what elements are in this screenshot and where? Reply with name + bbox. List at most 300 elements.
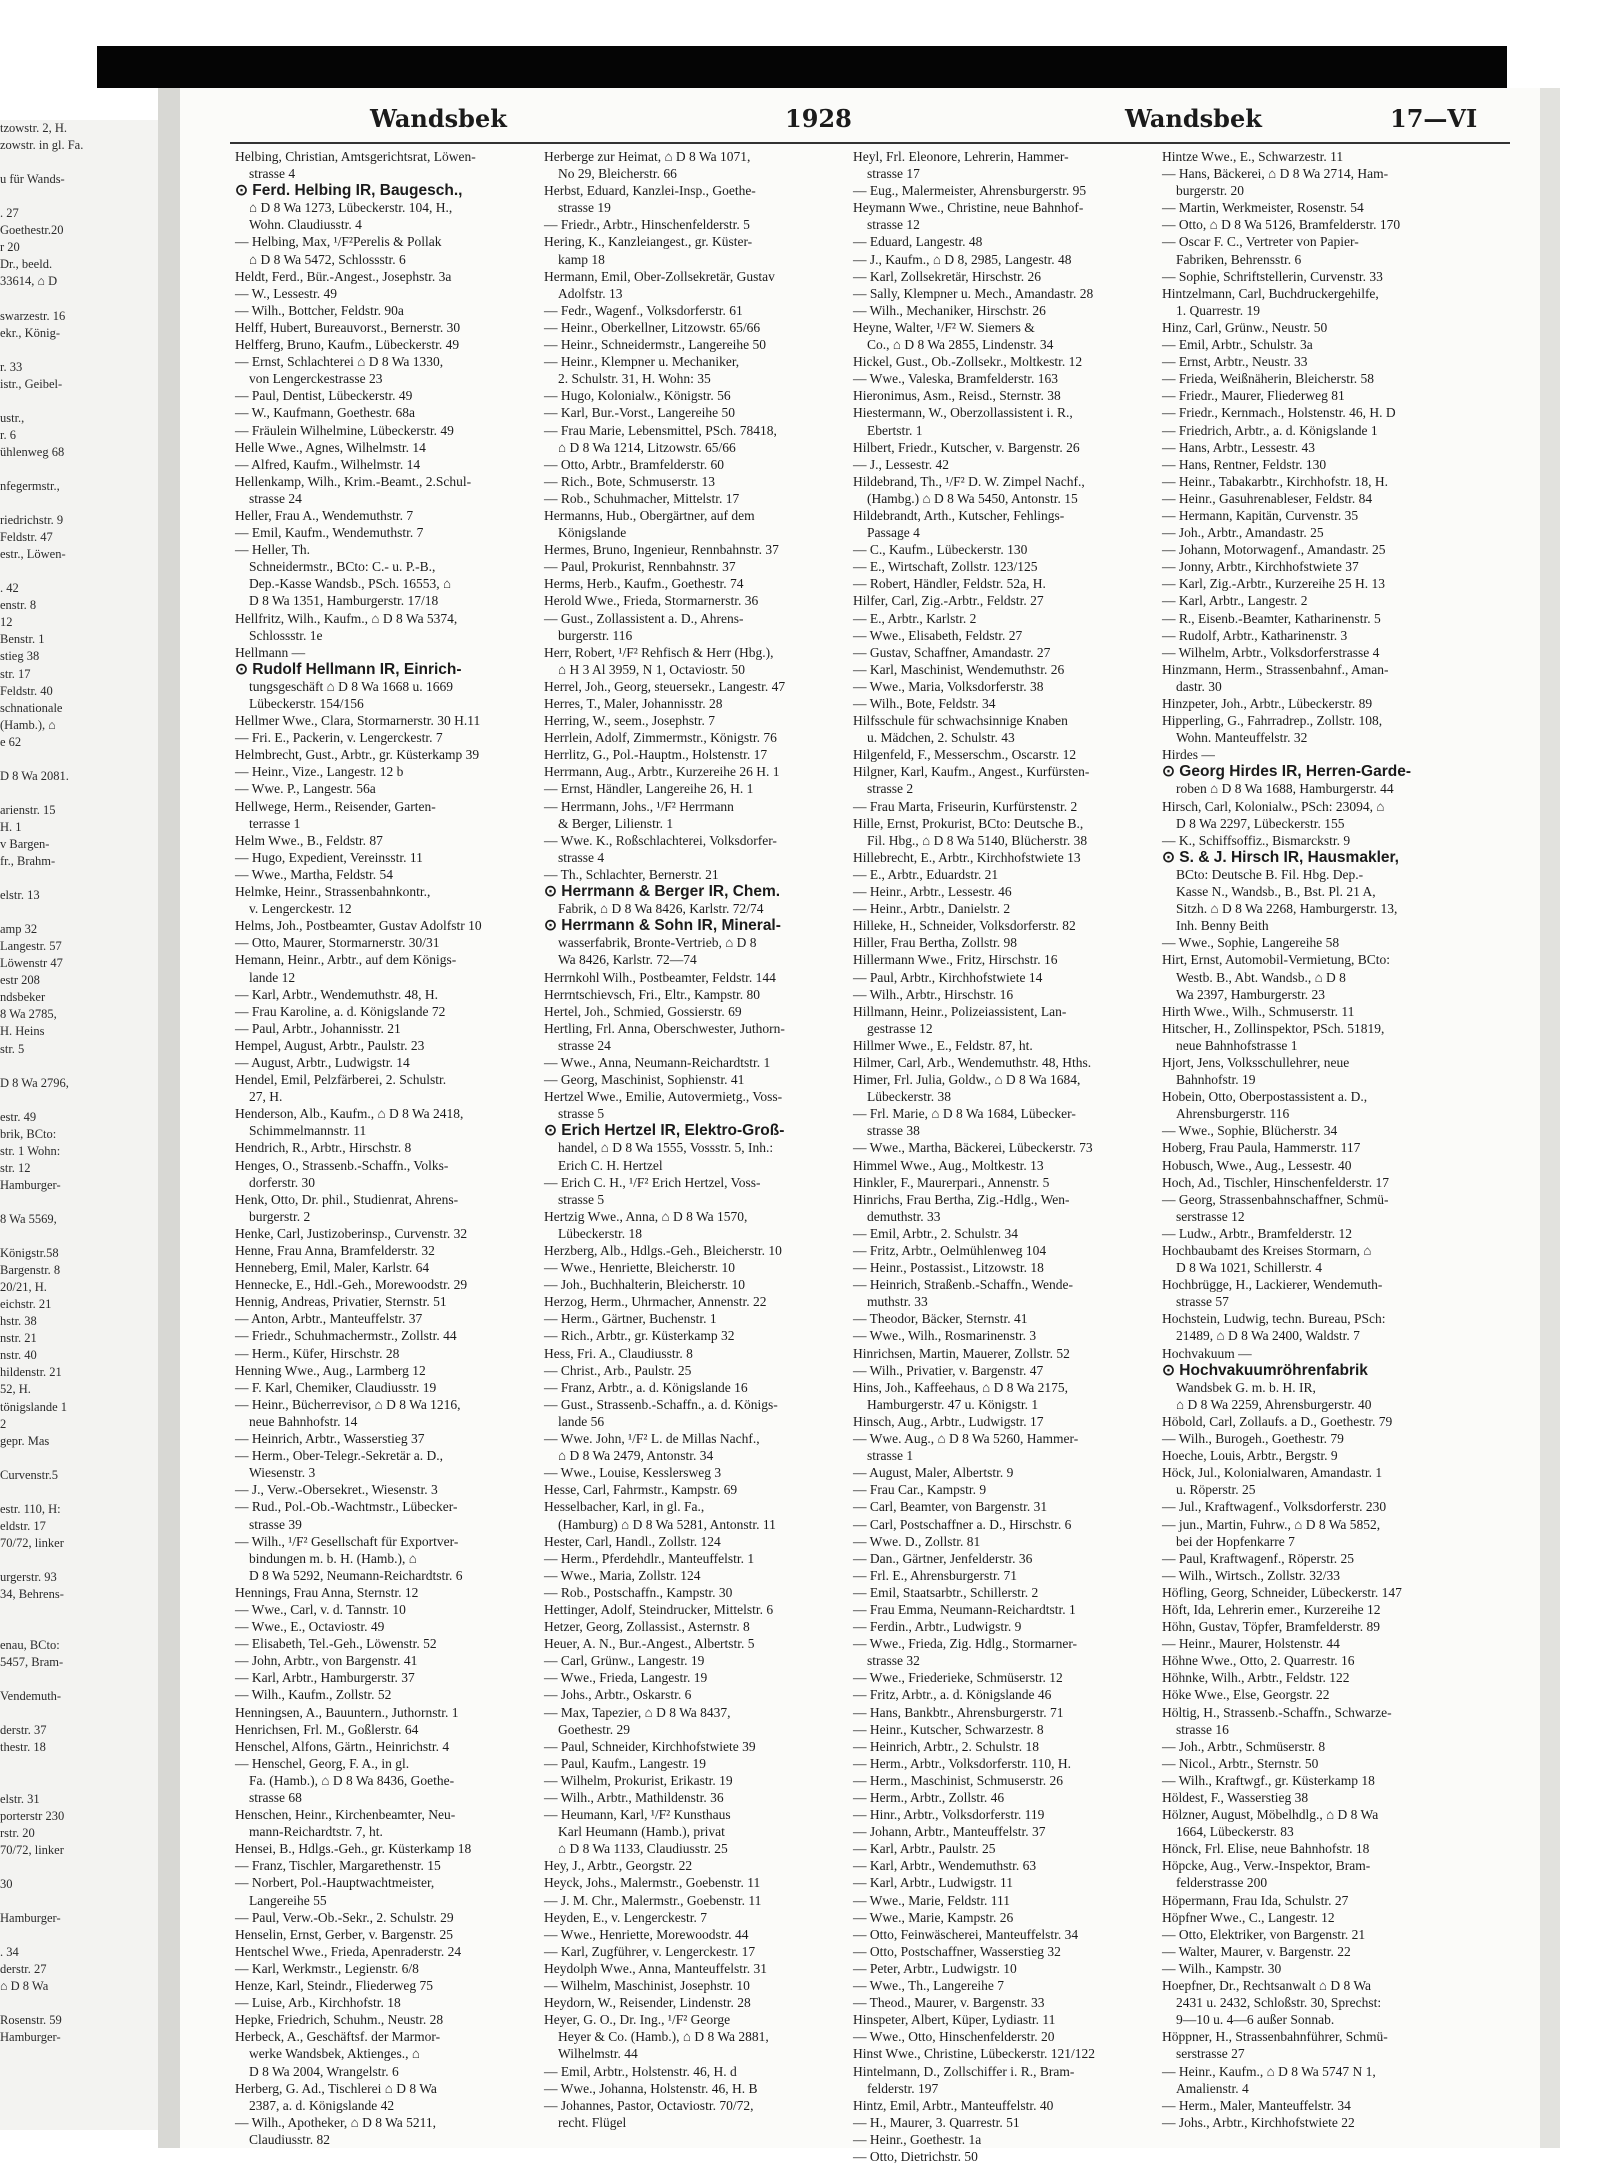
prev-page-line: Feldstr. 40 (0, 683, 53, 698)
directory-entry-line: — Sophie, Schriftstellerin, Curvenstr. 33 (1162, 268, 1383, 284)
directory-entry-line: — R., Eisenb.-Beamter, Katharinenstr. 5 (1162, 610, 1381, 626)
prev-page-line: hildenstr. 21 (0, 1365, 62, 1380)
directory-entry-line: kamp 18 (558, 251, 605, 267)
directory-entry-line: — Paul, Prokurist, Rennbahnstr. 37 (544, 559, 736, 575)
prev-page-line: enstr. 8 (0, 598, 37, 613)
directory-entry-line: Hendel, Emil, Pelzfärberei, 2. Schulstr. (235, 1072, 447, 1088)
directory-entry-line: Amalienstr. 4 (1176, 2080, 1249, 2096)
directory-entry-line: — Heinr., Bücherrevisor, ⌂ D 8 Wa 1216, (235, 1396, 461, 1412)
directory-entry-line: Dep.-Kasse Wandsb., PSch. 16553, ⌂ (249, 576, 452, 592)
directory-entry-line: — Otto, Arbtr., Bramfelderstr. 60 (544, 456, 724, 472)
directory-entry-line: — Heinrich, Arbtr., Wasserstieg 37 (235, 1431, 425, 1447)
directory-entry-line: — Sally, Klempner u. Mech., Amandastr. 28 (853, 285, 1094, 301)
directory-entry-line: — Wwe. K., Roßschlachterei, Volksdorfer- (544, 832, 777, 848)
directory-entry-line: — Heumann, Karl, ¹/F² Kunsthaus (544, 1807, 731, 1823)
directory-entry-line: Hesse, Carl, Fahrmstr., Kampstr. 69 (544, 1482, 738, 1498)
prev-page-line: ühlenweg 68 (0, 444, 65, 459)
directory-entry-line: Henning Wwe., Aug., Larmberg 12 (235, 1362, 426, 1378)
directory-entry-line: — Hans, Bäckerei, ⌂ D 8 Wa 2714, Ham- (1162, 166, 1389, 182)
directory-entry-line: Hilmer, Carl, Arb., Wendemuthstr. 48, Hths. (853, 1054, 1092, 1070)
directory-entry-line: D 8 Wa 2297, Lübeckerstr. 155 (1176, 815, 1345, 831)
directory-entry-line: Hinst Wwe., Christine, Lübeckerstr. 121/122 (853, 2046, 1095, 2062)
directory-entry-line: Höfling, Georg, Schneider, Lübeckerstr. 147 (1162, 1584, 1402, 1600)
directory-entry-line: — Carl, Grünw., Langestr. 19 (544, 1653, 705, 1669)
directory-entry-line: Königslande (558, 525, 627, 541)
directory-page (180, 88, 1540, 2164)
directory-entry-line: — Gust., Strassenb.-Schaffn., a. d. Königs- (544, 1396, 778, 1412)
directory-entry-line: — Rob., Postschaffn., Kampstr. 30 (544, 1584, 733, 1600)
directory-entry-line: — Wwe., Otto, Hinschenfelderstr. 20 (853, 2029, 1055, 2045)
directory-entry-line: Heyden, E., v. Lengerckestr. 7 (544, 1909, 707, 1925)
prev-page-line (0, 1757, 158, 1774)
directory-entry-line: — Hermann, Kapitän, Curvenstr. 35 (1162, 507, 1359, 523)
directory-entry-line: strasse 68 (249, 1790, 302, 1805)
directory-entry-line: Herring, W., seem., Josephstr. 7 (544, 713, 715, 729)
directory-entry-line: Hermann, Emil, Ober-Zollsekretär, Gustav (544, 268, 775, 284)
directory-entry-line: — Hans, Bankbtr., Ahrensburgerstr. 71 (853, 1704, 1064, 1720)
prev-page-line: str. 5 (0, 1041, 25, 1056)
directory-entry-line: — Herm., Pferdehdlr., Manteuffelstr. 1 (544, 1550, 755, 1566)
header-year: 1928 (785, 104, 852, 133)
directory-entry-line: — Fräulein Wilhelmine, Lübeckerstr. 49 (235, 422, 454, 438)
directory-entry-line: — Paul, Verw.-Ob.-Sekr., 2. Schulstr. 29 (235, 1909, 454, 1925)
directory-entry-line: Erich C. H. Hertzel (558, 1157, 663, 1173)
prev-page-line: 8 Wa 5569, (0, 1212, 57, 1226)
directory-entry-line: Lübeckerstr. 38 (867, 1089, 951, 1105)
prev-page-line (0, 1484, 158, 1501)
directory-entry-line: — Otto, Maurer, Stormarnerstr. 30/31 (235, 935, 440, 951)
directory-entry-line: Hermanns, Hub., Obergärtner, auf dem (544, 507, 755, 523)
directory-entry-line: Helfferg, Bruno, Kaufm., Lübeckerstr. 49 (235, 337, 460, 353)
directory-entry-line: — Ernst, Schlachterei ⌂ D 8 Wa 1330, (235, 354, 444, 370)
prev-page-line: derstr. 37 (0, 1723, 47, 1738)
directory-entry-line: — Heinrich, Straßenb.-Schaffn., Wende- (853, 1277, 1073, 1293)
prev-page-line: fr., Brahm- (0, 854, 56, 869)
directory-entry-line: Hintze Wwe., E., Schwarzestr. 11 (1162, 149, 1344, 164)
directory-entry-line: Hinz, Carl, Grünw., Neustr. 50 (1162, 319, 1328, 335)
directory-entry-line: Hillmann, Heinr., Polizeiassistent, Lan- (853, 1003, 1067, 1019)
directory-entry-line: strasse 5 (558, 1106, 605, 1122)
directory-entry-line: Höpcke, Aug., Verw.-Inspektor, Bram- (1162, 1858, 1371, 1874)
directory-entry-line: terrasse 1 (249, 815, 301, 831)
directory-entry-line: — Theodor, Bäcker, Sternstr. 41 (853, 1311, 1028, 1327)
directory-entry-line: — Wilh., Kaufm., Zollstr. 52 (235, 1687, 392, 1703)
prev-page-line: r. 33 (0, 359, 23, 374)
directory-entry-line: Herzog, Herm., Uhrmacher, Annenstr. 22 (544, 1294, 767, 1310)
directory-entry-line: Henze, Karl, Steindr., Fliederweg 75 (235, 1978, 433, 1994)
directory-entry-line: Co., ⌂ D 8 Wa 2855, Lindenstr. 34 (867, 337, 1054, 353)
directory-entry-line: Ahrensburgerstr. 116 (1176, 1106, 1290, 1122)
directory-entry-line: ⊙ Herrmann & Sohn IR, Mineral- (544, 917, 781, 935)
prev-page-line: zowstr. in gl. Fa. (0, 138, 84, 153)
prev-page-line: 70/72, linker (0, 1842, 64, 1857)
directory-entry-line: strasse 39 (249, 1516, 302, 1532)
header-rule (230, 142, 1510, 144)
directory-entry-line: — Oscar F. C., Vertreter von Papier- (1162, 234, 1359, 250)
directory-entry-line: — Dan., Gärtner, Jenfelderstr. 36 (853, 1550, 1033, 1566)
prev-page-line (0, 495, 158, 512)
directory-entry-line: Goethestr. 29 (558, 1721, 630, 1737)
directory-entry-line: Henningsen, A., Bauuntern., Juthornstr. 1 (235, 1704, 459, 1720)
directory-entry-line: Helmke, Heinr., Strassenbahnkontr., (235, 884, 431, 900)
directory-entry-line: (Hambg.) ⌂ D 8 Wa 5450, Antonstr. 15 (867, 490, 1078, 506)
prev-page-line (0, 870, 158, 887)
prev-page-line: stieg 38 (0, 649, 40, 664)
prev-page-line: str. 12 (0, 1160, 31, 1175)
directory-entry-line: Hensei, B., Hdlgs.-Geh., gr. Küsterkamp 18 (235, 1841, 472, 1857)
directory-entry-line: — Emil, Arbtr., 2. Schulstr. 34 (853, 1225, 1019, 1241)
directory-entry-line: — Heinr., Maurer, Holstenstr. 44 (1162, 1636, 1340, 1652)
prev-page-line: swarzestr. 16 (0, 308, 66, 323)
directory-entry-line: Hoberg, Frau Paula, Hammerstr. 117 (1162, 1140, 1361, 1156)
directory-entry-line: Westb. B., Abt. Wandsb., ⌂ D 8 (1176, 969, 1346, 985)
directory-entry-line: Hinkler, F., Maurerpari., Annenstr. 5 (853, 1174, 1050, 1190)
prev-page-line (0, 1995, 158, 2012)
directory-entry-line: — Karl, Maschinist, Wendemuthstr. 26 (853, 661, 1065, 677)
directory-entry-line: strasse 4 (558, 849, 605, 865)
directory-entry-line: — Elisabeth, Tel.-Geh., Löwenstr. 52 (235, 1636, 437, 1652)
directory-entry-line: Hertzel Wwe., Emilie, Autovermietg., Voss- (544, 1089, 783, 1105)
directory-entry-line: — Hinr., Arbtr., Volksdorferstr. 119 (853, 1807, 1045, 1823)
directory-entry-line: — Wwe., E., Octaviostr. 49 (235, 1619, 385, 1635)
directory-entry-line: dastr. 30 (1176, 678, 1222, 694)
directory-entry-line: Schlossstr. 1e (249, 627, 323, 643)
prev-page-line (0, 1194, 158, 1211)
directory-entry-line: 27, H. (249, 1089, 283, 1105)
directory-entry-line: — Karl, Arbtr., Ludwigstr. 11 (853, 1875, 1013, 1891)
prev-page-line: amp 32 (0, 922, 38, 937)
directory-entry-line: — Heinr., Goethestr. 1a (853, 2131, 982, 2147)
directory-entry-line: Henschel, Alfons, Gärtn., Heinrichstr. 4 (235, 1738, 450, 1754)
directory-entry-line: — Wwe., Friederieke, Schmüserstr. 12 (853, 1670, 1063, 1686)
directory-entry-line: Hillermann Wwe., Fritz, Hirschstr. 16 (853, 952, 1058, 968)
directory-entry-line: — K., Schiffsoffiz., Bismarckstr. 9 (1162, 832, 1351, 848)
directory-entry-line: — Luise, Arb., Kirchhofstr. 18 (235, 1995, 401, 2011)
directory-entry-line: — W., Kaufmann, Goethestr. 68a (235, 405, 415, 421)
directory-entry-line: 2431 u. 2432, Schloßstr. 30, Sprechst: (1176, 1995, 1382, 2011)
directory-entry-line: — Wwe., Marie, Feldstr. 111 (853, 1892, 1010, 1908)
prev-page-line: 2 (0, 1416, 7, 1431)
directory-entry-line: ⊙ Herrmann & Berger IR, Chem. (544, 883, 781, 901)
directory-entry-line: Helbing, Christian, Amtsgerichtsrat, Löwen- (235, 149, 476, 164)
directory-entry-line: — Wilh., Arbtr., Hirschstr. 16 (853, 986, 1014, 1002)
directory-entry-line: 21489, ⌂ D 8 Wa 2400, Waldstr. 7 (1176, 1328, 1360, 1344)
directory-entry-line: — Peter, Arbtr., Ludwigstr. 10 (853, 1960, 1017, 1976)
prev-page-line (0, 1450, 158, 1467)
directory-entry-line: ⌂ D 8 Wa 1273, Lübeckerstr. 104, H., (249, 200, 453, 216)
directory-entry-line: — Karl, Zugführer, v. Lengerckestr. 17 (544, 1943, 756, 1959)
directory-entry-line: Helle Wwe., Agnes, Wilhelmstr. 14 (235, 439, 426, 455)
prev-page-line: D 8 Wa 2796, (0, 1075, 69, 1090)
prev-page-line: derstr. 27 (0, 1962, 47, 1977)
directory-entry-line: — Wwe., Elisabeth, Feldstr. 27 (853, 627, 1023, 643)
directory-entry-line: Heymann Wwe., Christine, neue Bahnhof- (853, 200, 1084, 216)
directory-entry-line: — Wwe., Henriette, Bleicherstr. 10 (544, 1260, 735, 1276)
prev-page-line: H. Heins (0, 1024, 45, 1039)
directory-entry-line: — Herm., Gärtner, Buchenstr. 1 (544, 1311, 717, 1327)
directory-entry-line: Fabrik, ⌂ D 8 Wa 8426, Karlstr. 72/74 (558, 901, 764, 917)
directory-entry-line: — Nicol., Arbtr., Sternstr. 50 (1162, 1755, 1319, 1771)
directory-entry-line: Hobein, Otto, Oberpostassistent a. D., (1162, 1089, 1368, 1105)
directory-entry-line: Helm Wwe., B., Feldstr. 87 (235, 832, 383, 848)
directory-entry-line: — Karl, Arbtr., Wendemuthstr. 48, H. (235, 986, 439, 1002)
directory-entry-line: — H., Maurer, 3. Quarrestr. 51 (853, 2114, 1020, 2130)
directory-entry-line: — Paul, Kraftwagenf., Röperstr. 25 (1162, 1550, 1354, 1566)
directory-entry-line: Hinzpeter, Joh., Arbtr., Lübeckerstr. 89 (1162, 696, 1373, 711)
prev-page-line (0, 1620, 158, 1637)
prev-page-line (0, 1859, 158, 1876)
directory-entry-line: v. Lengerckestr. 12 (249, 901, 352, 917)
directory-entry-line: — Fritz, Arbtr., Oelmühlenweg 104 (853, 1243, 1047, 1258)
directory-entry-line: — E., Arbtr., Karlstr. 2 (853, 610, 977, 626)
directory-entry-line: — Paul, Kaufm., Langestr. 19 (544, 1755, 706, 1771)
directory-entry-line: — J., Kaufm., ⌂ D 8, 2985, Langestr. 48 (853, 251, 1072, 267)
prev-page-line: 8 Wa 2785, (0, 1007, 57, 1022)
directory-entry-line: Höbold, Carl, Zollaufs. a D., Goethestr. 79 (1162, 1413, 1393, 1429)
prev-page-line: riedrichstr. 9 (0, 513, 64, 528)
directory-entry-line: Hipperling, G., Fahrradrep., Zollstr. 108, (1162, 713, 1383, 729)
directory-entry-line: — Alfred, Kaufm., Wilhelmstr. 14 (235, 456, 421, 472)
directory-entry-line: — Frieda, Weißnäherin, Bleicherstr. 58 (1162, 371, 1374, 387)
prev-page-line: 34, Behrens- (0, 1587, 64, 1602)
directory-entry-line: Wa 2397, Hamburgerstr. 23 (1176, 986, 1326, 1002)
directory-entry-line: — Friedr., Maurer, Fliederweg 81 (1162, 388, 1345, 404)
header-left-title: Wandsbek (370, 104, 507, 133)
directory-entry-line: serstrasse 12 (1176, 1208, 1245, 1224)
directory-entry-line: — J., Lessestr. 42 (853, 456, 949, 472)
header-right-title: Wandsbek (1125, 104, 1262, 133)
directory-entry-line: Hitscher, H., Zollinspektor, PSch. 51819, (1162, 1020, 1385, 1036)
directory-entry-line: — Wwe. John, ¹/F² L. de Millas Nachf., (544, 1431, 760, 1447)
prev-page-line: estr., Löwen- (0, 547, 66, 562)
directory-entry-line: Wohn. Claudiusstr. 4 (249, 217, 362, 233)
directory-entry-line: — Karl, Arbtr., Wendemuthstr. 63 (853, 1858, 1037, 1874)
prev-page-line (0, 1603, 158, 1620)
directory-entry-line: ⌂ D 8 Wa 1214, Litzowstr. 65/66 (558, 439, 736, 455)
directory-entry-line: Herzberg, Alb., Hdlgs.-Geh., Bleicherstr. 10 (544, 1243, 782, 1258)
directory-entry-line: — Norbert, Pol.-Hauptwachtmeister, (235, 1875, 435, 1891)
directory-entry-line: bindungen m. b. H. (Hamb.), ⌂ (249, 1550, 417, 1566)
directory-entry-line: Hirt, Ernst, Automobil-Vermietung, BCto: (1162, 952, 1390, 968)
directory-entry-line: — Friedr., Schuhmachermstr., Zollstr. 44 (235, 1328, 457, 1344)
directory-entry-line: — Wwe., Marie, Kampstr. 26 (853, 1909, 1014, 1925)
prev-page-line: thestr. 18 (0, 1740, 46, 1755)
directory-entry-line: Herr, Robert, ¹/F² Rehfisch & Herr (Hbg.), (544, 644, 774, 660)
prev-page-line: enau, BCto: (0, 1638, 60, 1653)
directory-entry-line: Hendrich, R., Arbtr., Hirschstr. 8 (235, 1140, 412, 1156)
directory-entry-line: — Johs., Arbtr., Oskarstr. 6 (544, 1687, 692, 1703)
prev-page-line: ⌂ D 8 Wa (0, 1979, 49, 1994)
directory-entry-line: Hellfritz, Wilh., Kaufm., ⌂ D 8 Wa 5374, (235, 610, 458, 626)
directory-entry-line: — Heinr., Gasuhrenableser, Feldstr. 84 (1162, 490, 1373, 506)
prev-page-line (0, 1705, 158, 1722)
prev-page-line: nfegermstr., (0, 478, 60, 493)
directory-entry-line: Hirth Wwe., Wilh., Schmuserstr. 11 (1162, 1003, 1355, 1019)
directory-entry-line: ⊙ Rudolf Hellmann IR, Einrich- (235, 660, 462, 678)
directory-entry-line: — Max, Tapezier, ⌂ D 8 Wa 8437, (544, 1704, 731, 1720)
directory-entry-line: — Heinr., Oberkellner, Litzowstr. 65/66 (544, 319, 761, 335)
directory-entry-line: — Wwe., Wilh., Rosmarinenstr. 3 (853, 1328, 1037, 1344)
directory-entry-line: Fil. Hbg., ⌂ D 8 Wa 5140, Blücherstr. 38 (867, 832, 1088, 848)
directory-entry-line: Himer, Frl. Julia, Goldw., ⌂ D 8 Wa 1684, (853, 1072, 1081, 1088)
directory-entry-line: Hellwege, Herm., Reisender, Garten- (235, 798, 436, 814)
directory-entry-line: ⊙ Ferd. Helbing IR, Baugesch., (235, 182, 463, 200)
directory-entry-line: — Jonny, Arbtr., Kirchhofstwiete 37 (1162, 559, 1359, 575)
directory-entry-line: — Frl. E., Ahrensburgerstr. 71 (853, 1567, 1017, 1583)
prev-page-line (0, 1092, 158, 1109)
directory-entry-line: ⌂ D 8 Wa 1133, Claudiusstr. 25 (558, 1841, 728, 1857)
directory-entry-line: — Friedrich, Arbtr., a. d. Königslande 1 (1162, 422, 1378, 438)
directory-entry-line: Heyne, Walter, ¹/F² W. Siemers & (853, 319, 1035, 335)
directory-entry-line: — Wwe., Frieda, Zig. Hdlg., Stormarner- (853, 1636, 1078, 1652)
directory-entry-line: — Herm., Ober-Telegr.-Sekretär a. D., (235, 1448, 443, 1464)
directory-entry-line: burgerstr. 2 (249, 1208, 311, 1224)
prev-page-line: Goethestr.20 (0, 223, 64, 238)
directory-entry-line: — Franz, Tischler, Margarethenstr. 15 (235, 1858, 441, 1874)
prev-page-line (0, 1552, 158, 1569)
directory-entry-line: — Ernst, Händler, Langereihe 26, H. 1 (544, 781, 754, 797)
page-gutter (158, 88, 180, 2148)
directory-entry-line: Höldest, F., Wasserstieg 38 (1162, 1790, 1309, 1805)
directory-entry-line: — Rich., Bote, Schmuserstr. 13 (544, 473, 715, 489)
directory-entry-line: Karl Heumann (Hamb.), privat (558, 1824, 725, 1840)
directory-entry-line: — Wwe., Th., Langereihe 7 (853, 1978, 1004, 1994)
directory-entry-line: Henke, Carl, Justizoberinsp., Curvenstr. 32 (235, 1225, 468, 1241)
directory-entry-line: — Johs., Arbtr., Kirchhofstwiete 22 (1162, 2114, 1355, 2130)
prev-page-line: . 34 (0, 1945, 19, 1960)
prev-page-line (0, 393, 158, 410)
directory-entry-line: Hertzig Wwe., Anna, ⌂ D 8 Wa 1570, (544, 1208, 748, 1224)
directory-entry-line: — Karl, Arbtr., Paulstr. 25 (853, 1841, 996, 1857)
directory-entry-line: — Wilhelm, Maschinist, Josephstr. 10 (544, 1978, 750, 1994)
directory-entry-line: Langereihe 55 (249, 1892, 327, 1908)
directory-entry-line: ⌂ D 8 Wa 2479, Antonstr. 34 (558, 1448, 714, 1464)
directory-entry-line: — Otto, Elektriker, von Bargenstr. 21 (1162, 1926, 1366, 1942)
directory-entry-line: Höpfner Wwe., C., Langestr. 12 (1162, 1909, 1335, 1925)
directory-entry-line: — Franz, Arbtr., a. d. Königslande 16 (544, 1379, 748, 1395)
prev-page-line: 33614, ⌂ D (0, 274, 58, 289)
directory-entry-line: — Eug., Malermeister, Ahrensburgerstr. 95 (853, 183, 1087, 199)
directory-entry-line: — Heinrich, Arbtr., 2. Schulstr. 18 (853, 1738, 1039, 1754)
directory-entry-line: Hinrichs, Frau Bertha, Zig.-Hdlg., Wen- (853, 1191, 1070, 1207)
directory-entry-line: Hellmer Wwe., Clara, Stormarnerstr. 30 H.11 (235, 713, 481, 729)
prev-page-line (0, 1893, 158, 1910)
directory-entry-line: Fabriken, Behrensstr. 6 (1176, 251, 1302, 267)
directory-entry-line: Fa. (Hamb.), ⌂ D 8 Wa 8436, Goethe- (249, 1772, 455, 1788)
column-4 (1162, 148, 1458, 2138)
directory-entry-line: — Georg, Strassenbahnschaffner, Schmü- (1162, 1191, 1389, 1207)
prev-page-line: Bargenstr. 8 (0, 1263, 61, 1278)
prev-page-line (0, 1927, 158, 1944)
directory-entry-line: Hochbaubamt des Kreises Stormarn, ⌂ (1162, 1243, 1372, 1258)
directory-entry-line: — Wilhelm, Arbtr., Volksdorferstrasse 4 (1162, 644, 1380, 660)
directory-entry-line: neue Bahnhofstrasse 1 (1176, 1037, 1298, 1053)
directory-entry-line: Hilgner, Karl, Kaufm., Angest., Kurfürsten- (853, 764, 1090, 780)
directory-entry-line: — Rud., Pol.-Ob.-Wachtmstr., Lübecker- (235, 1499, 458, 1515)
directory-entry-line: Hilleke, H., Schneider, Volksdorferstr. 82 (853, 918, 1076, 934)
directory-entry-line: strasse 24 (558, 1037, 611, 1053)
directory-entry-line: strasse 2 (867, 781, 914, 797)
prev-page-line: 52, H. (0, 1382, 31, 1397)
directory-entry-line: — Wwe., Johanna, Holstenstr. 46, H. B (544, 2080, 758, 2096)
directory-entry-line: burgerstr. 116 (558, 627, 633, 643)
prev-page-line: v Bargen- (0, 836, 50, 851)
directory-entry-line: — Wilh., Mechaniker, Hirschstr. 26 (853, 302, 1046, 318)
directory-entry-line: 2387, a. d. Königslande 42 (249, 2097, 395, 2113)
directory-entry-line: Hillebrecht, E., Arbtr., Kirchhofstwiete 13 (853, 849, 1081, 865)
directory-entry-line: Henrichsen, Frl. M., Goßlerstr. 64 (235, 1721, 419, 1737)
directory-entry-line: Hey, J., Arbtr., Georgstr. 22 (544, 1858, 693, 1874)
directory-entry-line: Höltig, H., Strassenb.-Schaffn., Schwarze- (1162, 1704, 1392, 1720)
prev-page-line: Feldstr. 47 (0, 530, 53, 545)
directory-entry-line: — Heinr., Schneidermstr., Langereihe 50 (544, 337, 766, 353)
directory-entry-line: — Fri. E., Packerin, v. Lengerckestr. 7 (235, 730, 443, 746)
directory-entry-line: Wa 8426, Karlstr. 72—74 (558, 952, 697, 968)
directory-entry-line: — Joh., Arbtr., Amandastr. 25 (1162, 525, 1324, 541)
directory-entry-line: Herrlitz, G., Pol.-Hauptm., Holstenstr. 17 (544, 747, 768, 763)
directory-entry-line: Hönck, Frl. Elise, neue Bahnhofstr. 18 (1162, 1841, 1370, 1857)
directory-entry-line: — Wwe., Martha, Feldstr. 54 (235, 866, 393, 882)
directory-entry-line: Wohn. Manteuffelstr. 32 (1176, 730, 1308, 746)
prev-page-line: elstr. 31 (0, 1791, 40, 1806)
directory-entry-line: — Otto, Feinwäscherei, Manteuffelstr. 34 (853, 1926, 1079, 1942)
directory-entry-line: Wandsbek G. m. b. H. IR, (1176, 1379, 1316, 1395)
prev-page-line: ustr., (0, 410, 25, 425)
directory-entry-line: strasse 19 (558, 200, 611, 216)
prev-page-line: e 62 (0, 734, 22, 749)
directory-entry-line: & Berger, Lilienstr. 1 (558, 815, 674, 831)
prev-page-line: ndsbeker (0, 990, 46, 1005)
directory-entry-line: handel, ⌂ D 8 Wa 1555, Vossstr. 5, Inh.: (558, 1140, 774, 1156)
directory-entry-line: Höck, Jul., Kolonialwaren, Amandastr. 1 (1162, 1465, 1383, 1481)
prev-page-line: rstr. 20 (0, 1825, 35, 1840)
directory-entry-line: — Johann, Motorwagenf., Amandastr. 25 (1162, 542, 1386, 558)
directory-entry-line: — Wwe., Anna, Neumann-Reichardtstr. 1 (544, 1054, 771, 1070)
directory-entry-line: strasse 17 (867, 166, 920, 182)
directory-entry-line: strasse 4 (249, 166, 296, 182)
directory-entry-line: — August, Maler, Albertstr. 9 (853, 1465, 1014, 1481)
directory-entry-line: — Karl, Arbtr., Hamburgerstr. 37 (235, 1670, 415, 1686)
directory-entry-line: Heller, Frau A., Wendemuthstr. 7 (235, 507, 414, 523)
prev-page-line: Dr., beeld. (0, 257, 53, 272)
directory-entry-line: Hochstein, Ludwig, techn. Bureau, PSch: (1162, 1311, 1386, 1327)
directory-entry-line: Hirsch, Carl, Kolonialw., PSch: 23094, ⌂ (1162, 798, 1385, 814)
directory-entry-line: Hintz, Emil, Arbtr., Manteuffelstr. 40 (853, 2097, 1054, 2113)
directory-entry-line: Henneberg, Emil, Maler, Karlstr. 64 (235, 1260, 430, 1276)
directory-entry-line: Himmel Wwe., Aug., Moltkestr. 13 (853, 1157, 1044, 1173)
directory-entry-line: 9—10 u. 4—6 außer Sonnab. (1176, 2012, 1335, 2028)
directory-entry-line: Hester, Carl, Handl., Zollstr. 124 (544, 1533, 721, 1549)
directory-entry-line: Wiesenstr. 3 (249, 1465, 316, 1481)
directory-entry-line: Hinsch, Aug., Arbtr., Ludwigstr. 17 (853, 1413, 1044, 1429)
directory-entry-line: u. Mädchen, 2. Schulstr. 43 (867, 730, 1015, 746)
directory-entry-line: ⊙ Georg Hirdes IR, Herren-Garde- (1162, 763, 1411, 781)
prev-page-line: brik, BCto: (0, 1126, 57, 1141)
prev-page-line: porterstr 230 (0, 1808, 65, 1823)
directory-entry-line: — Heinr., Kaufm., ⌂ D 8 Wa 5747 N 1, (1162, 2063, 1376, 2079)
directory-entry-line: Hinrichsen, Martin, Mauerer, Zollstr. 52 (853, 1345, 1070, 1361)
directory-entry-line: Lübeckerstr. 18 (558, 1225, 642, 1241)
directory-entry-line: Henk, Otto, Dr. phil., Studienrat, Ahrens- (235, 1191, 459, 1207)
directory-entry-line: — Wilh., Apotheker, ⌂ D 8 Wa 5211, (235, 2114, 437, 2130)
prev-page-line: estr 208 (0, 973, 40, 988)
directory-entry-line: — Frau Car., Kampstr. 9 (853, 1482, 987, 1498)
directory-entry-line: Kasse N., Wandsb., B., Bst. Pl. 21 A, (1176, 884, 1376, 900)
directory-entry-line: — Theod., Maurer, v. Bargenstr. 33 (853, 1995, 1045, 2011)
directory-entry-line: — Karl, Arbtr., Langestr. 2 (1162, 593, 1308, 609)
prev-page-line: Hamburger- (0, 1177, 61, 1192)
directory-entry-line: — Helbing, Max, ¹/F²Perelis & Pollak (235, 234, 442, 250)
